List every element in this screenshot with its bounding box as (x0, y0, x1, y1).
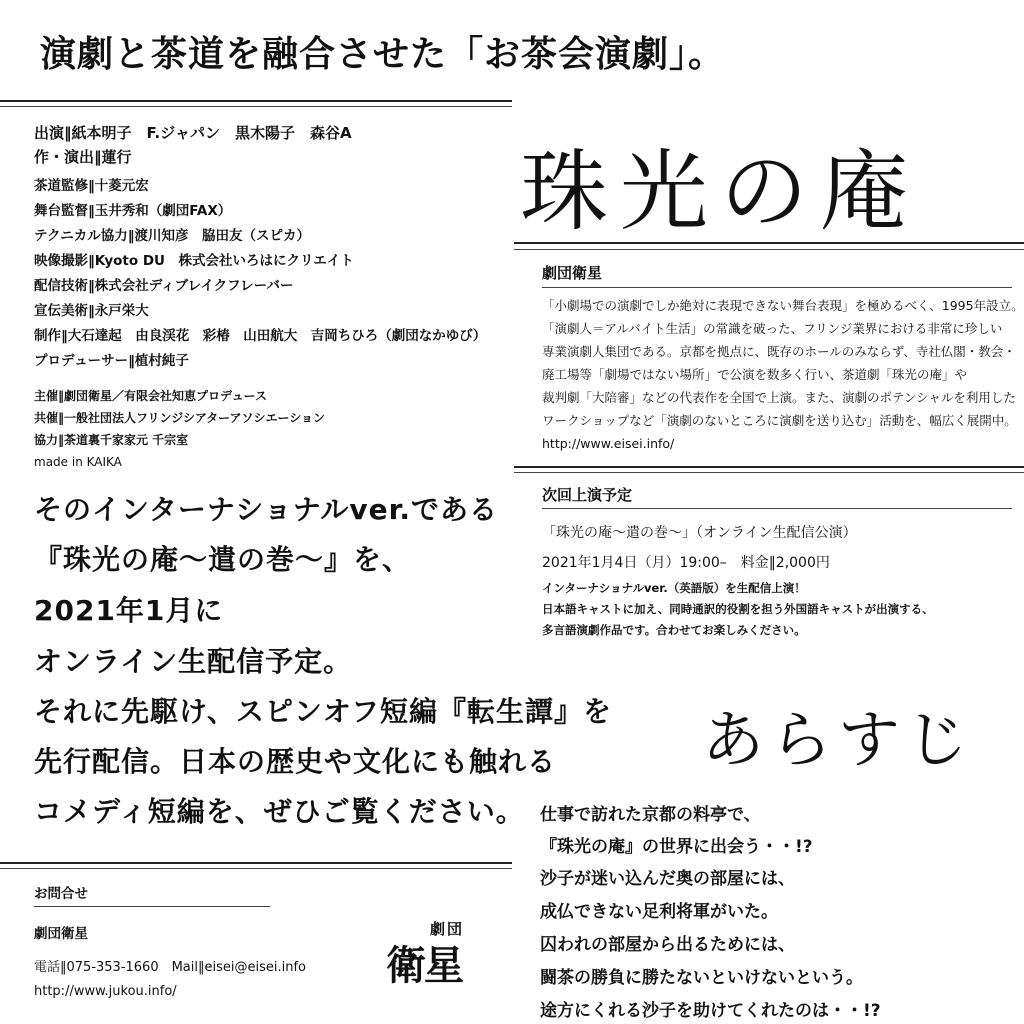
credit-video: 映像撮影‖Kyoto DU 株式会社いろはにクリエイト (34, 253, 354, 269)
headline: 演劇と茶道を融合させた「お茶会演劇」。 (40, 34, 726, 75)
divider (0, 100, 512, 102)
announcement-line: 2021年1月に (34, 594, 224, 627)
announcement-line: オンライン生配信予定。 (34, 645, 353, 678)
divider (542, 287, 1012, 288)
credit-co-organizer: 共催‖一般社団法人フリンジシアターアソシエーション (34, 411, 326, 425)
credit-organizer: 主催‖劇団衛星／有限会社知恵プロデュース (34, 389, 268, 403)
company-desc-line: 専業演劇人集団である。京都を拠点に、既存のホールのみならず、寺社仏閣・教会・ (542, 344, 1016, 359)
company-desc-line: ワークショップなど「演劇のないところに演劇を送り込む」活動を、幅広く展開中。 (542, 413, 1017, 428)
company-desc-line: 廃工場等「劇場ではない場所」で公演を数多く行い、茶道劇「珠光の庵」や (542, 367, 968, 382)
divider (514, 249, 1024, 250)
divider (0, 862, 512, 864)
company-desc-line: 裁判劇「大陪審」などの代表作を全国で上演。また、演劇のポテンシャルを利用した (542, 390, 1016, 405)
credit-technical: テクニカル協力‖渡川知彦 脇田友（スピカ） (34, 228, 310, 244)
credit-producer: プロデューサー‖植村純子 (34, 353, 189, 369)
announcement-line: コメディ短編を、ぜひご覧ください。 (34, 795, 525, 828)
credit-art: 宣伝美術‖永戸栄大 (34, 303, 149, 319)
divider (514, 466, 1024, 468)
synopsis-line: 闘茶の勝負に勝たないといけないという。 (540, 968, 863, 988)
next-notes (542, 578, 934, 641)
main-title: 珠光の庵 (520, 140, 921, 243)
divider (542, 508, 1012, 509)
company-desc-line: 「演劇人＝アルバイト生活」の常識を破った、フリンジ業界における非常に珍しい (542, 321, 1003, 336)
announcement-line: 先行配信。日本の歴史や文化にも触れる (34, 745, 557, 778)
next-note-line: インターナショナルver.（英語版）を生配信上演！ (542, 581, 806, 595)
credit-cast: 出演‖紙本明子 F.ジャパン 黒木陽子 森谷A (34, 124, 352, 142)
credit-stage-supervisor: 舞台監督‖玉井秀和（劇団FAX） (34, 203, 232, 219)
next-show: 「珠光の庵～遣の巻～」（オンライン生配信公演） (542, 525, 857, 541)
contact-company: 劇団衛星 (34, 926, 88, 942)
announcement-line: そのインターナショナルver.である (34, 493, 499, 526)
divider (0, 868, 512, 869)
company-url[interactable]: http://www.eisei.info/ (542, 436, 675, 451)
credit-production: 制作‖大石達起 由良渓花 彩椿 山田航大 吉岡ちひろ（劇団なかゆび） (34, 328, 487, 344)
credit-director: 作・演出‖蓮行 (34, 148, 132, 166)
contact-url[interactable]: http://www.jukou.info/ (34, 984, 177, 999)
company-description (542, 294, 1024, 455)
announcement-line: それに先駆け、スピンオフ短編『転生譚』を (34, 695, 613, 728)
next-note-line: 日本語キャストに加え、同時通訳的役割を担う外国語キャストが出演する、 (542, 602, 934, 616)
credit-made-in: made in KAIKA (34, 455, 122, 469)
contact-tel-mail[interactable]: 電話‖075-353-1660 Mail‖eisei@eisei.info (34, 960, 306, 975)
synopsis-line: 成仏できない足利将軍がいた。 (540, 902, 778, 922)
credit-streaming: 配信技術‖株式会社ディブレイクフレーバー (34, 278, 294, 294)
credit-cooperation: 協力‖茶道裏千家家元 千宗室 (34, 433, 189, 447)
synopsis-line: 仕事で訪れた京都の料亭で、 (540, 805, 761, 825)
divider (0, 106, 512, 107)
next-date: 2021年1月4日（月）19:00– 料金‖2,000円 (542, 555, 830, 571)
synopsis-line: 囚われの部屋から出るためには、 (540, 935, 795, 955)
next-label: 次回上演予定 (542, 486, 633, 504)
credit-tea-supervisor: 茶道監修‖十菱元宏 (34, 178, 149, 194)
synopsis-line: 沙子が迷い込んだ奥の部屋には、 (540, 869, 795, 889)
next-note-line: 多言語演劇作品です。合わせてお楽しみください。 (542, 623, 806, 637)
logo-small-text: 劇団 (429, 920, 464, 938)
company-desc-line: 「小劇場での演劇でしか絶対に表現できない舞台表現」を極めるべく、1995年設立。 (542, 298, 1024, 313)
company-label: 劇団衛星 (542, 264, 603, 282)
divider (514, 472, 1024, 473)
company-logo (386, 918, 468, 989)
synopsis-title: あらすじ (702, 703, 975, 776)
logo-big-text: 衛星 (386, 943, 462, 989)
synopsis-line: 途方にくれる沙子を助けてくれたのは・・!? (540, 1001, 881, 1021)
contact-label: お問合せ (34, 886, 88, 902)
announcement-line: 『珠光の庵～遣の巻～』を、 (34, 543, 412, 576)
synopsis-line: 『珠光の庵』の世界に出会う・・!? (540, 837, 813, 857)
divider (514, 242, 1024, 244)
divider (34, 906, 270, 907)
